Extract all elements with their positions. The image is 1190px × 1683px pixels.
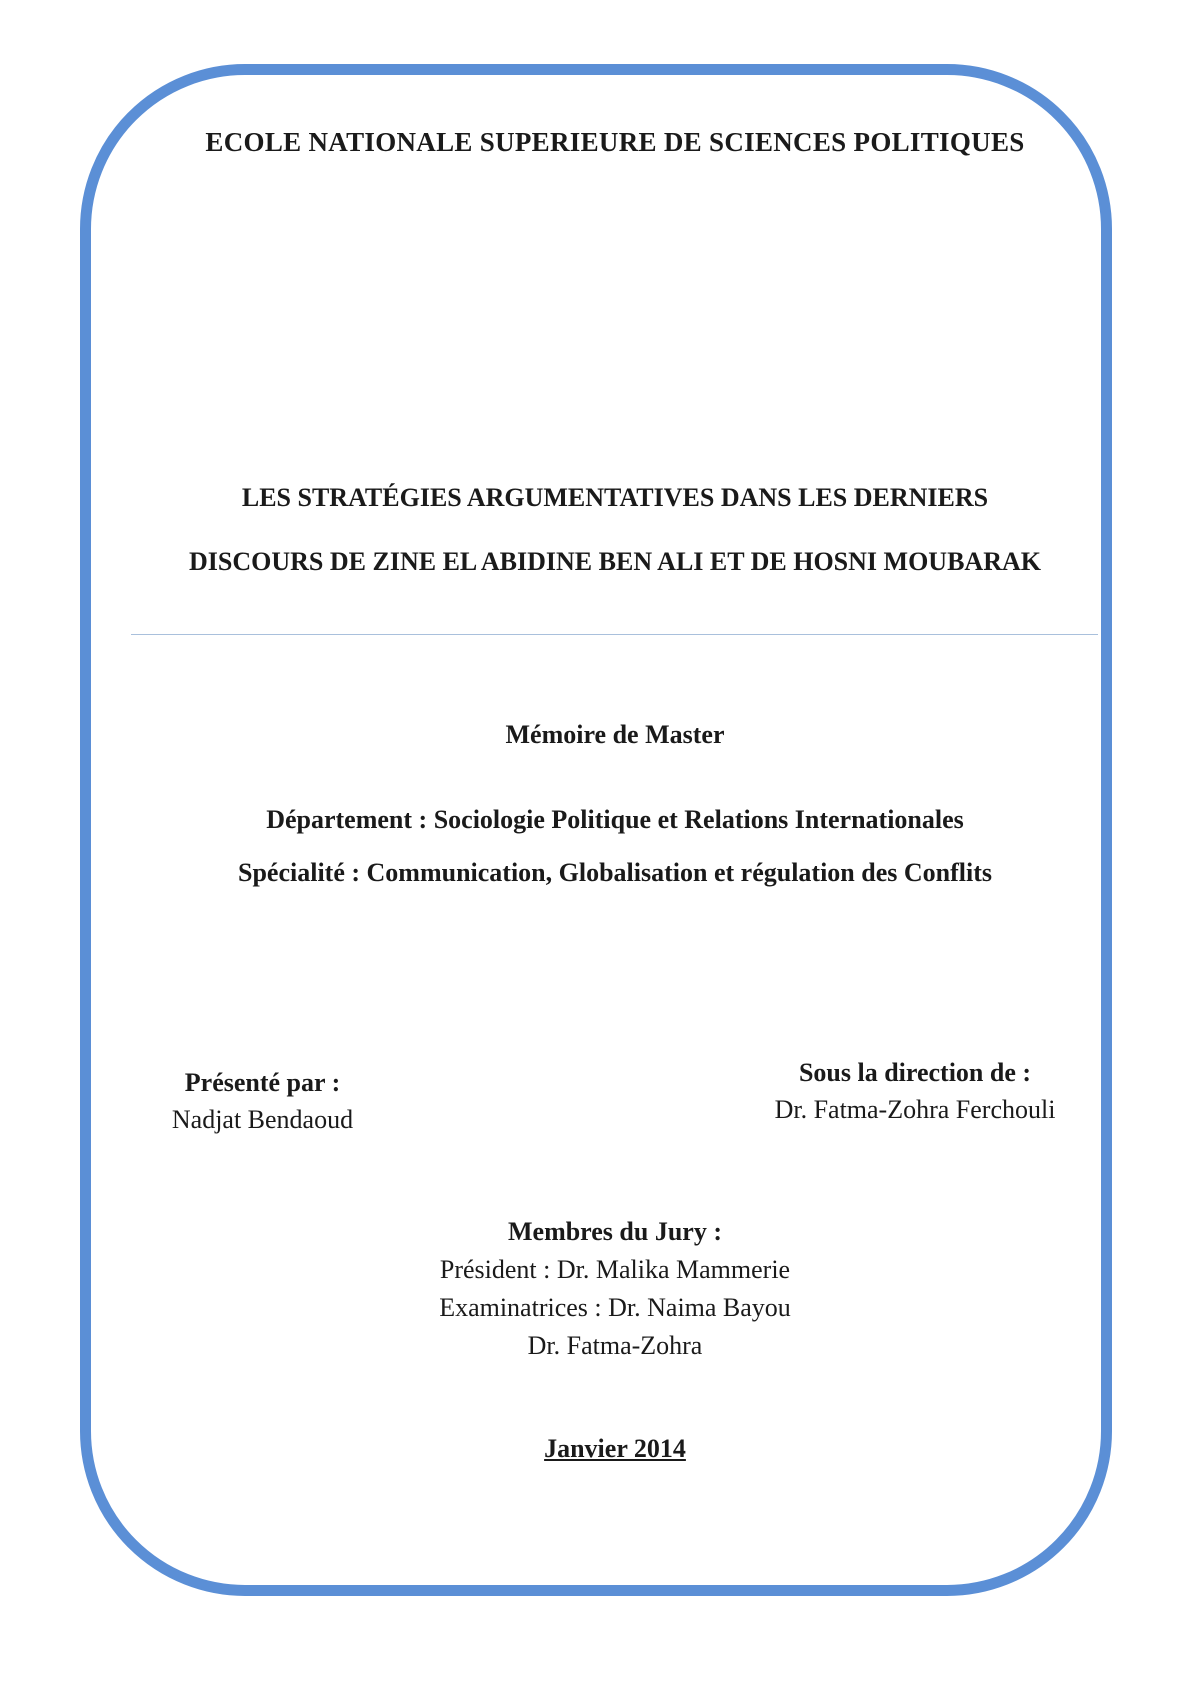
department: Département : Sociologie Politique et Relations Internationales bbox=[266, 805, 964, 834]
thesis-title-line-1: LES STRATÉGIES ARGUMENTATIVES DANS LES DERNIERS bbox=[241, 483, 989, 512]
school-name: ECOLE NATIONALE SUPERIEURE DE SCIENCES POLITIQUES bbox=[205, 127, 1025, 157]
title-divider bbox=[131, 634, 1098, 635]
document-type: Mémoire de Master bbox=[505, 720, 725, 749]
jury-examiner-2: Dr. Fatma-Zohra bbox=[527, 1331, 703, 1360]
jury-president: Président : Dr. Malika Mammerie bbox=[439, 1255, 791, 1284]
author-name: Nadjat Bendaoud bbox=[171, 1105, 354, 1134]
supervisor-label: Sous la direction de : bbox=[798, 1058, 1032, 1087]
submission-date: Janvier 2014 bbox=[544, 1434, 686, 1463]
thesis-title-line-2: DISCOURS DE ZINE EL ABIDINE BEN ALI ET DE HOSNI MOUBARAK bbox=[189, 547, 1041, 576]
presented-by bbox=[160, 1064, 365, 1138]
jury-members bbox=[0, 1213, 1190, 1365]
jury-label: Membres du Jury : bbox=[507, 1217, 722, 1246]
specialty: Spécialité : Communication, Globalisation et régulation des Conflits bbox=[238, 858, 992, 887]
presented-by-label: Présenté par : bbox=[184, 1068, 341, 1097]
supervisor bbox=[750, 1054, 1080, 1128]
supervisor-name: Dr. Fatma-Zohra Ferchouli bbox=[774, 1095, 1056, 1124]
jury-examiner-1: Examinatrices : Dr. Naima Bayou bbox=[439, 1293, 791, 1322]
